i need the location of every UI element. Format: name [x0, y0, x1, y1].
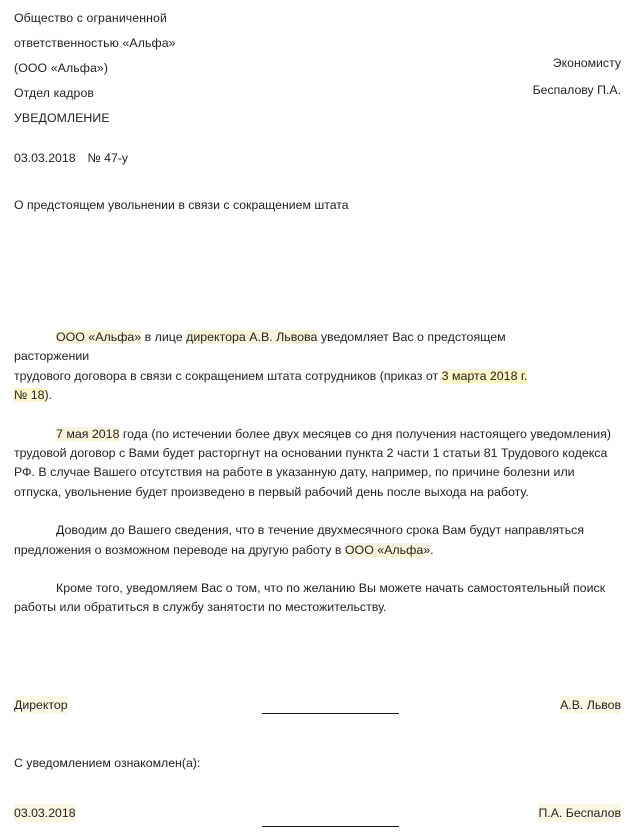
director-name: А.В. Львов — [560, 698, 621, 712]
paragraph-4 — [14, 579, 614, 618]
document-number: № 47-у — [87, 151, 129, 165]
addressee-block — [361, 50, 621, 104]
document-type-title: УВЕДОМЛЕНИЕ — [14, 111, 110, 125]
p2-text: года (по истечении более двух месяцев со дня получения настоящего уведомления) трудовой договор с Вами будет расторгнут на основании пункта 2 части 1 статьи 81 Трудового кодекса РФ. В случае Вашего отсутствия на работе в указанную дату, например, по причине болезни или отпуска, увольнение будет произведено в первый рабочий день после выхода на работу. — [14, 426, 611, 499]
director-signature-row — [14, 696, 621, 714]
p1-mid-1: в лице — [141, 330, 187, 344]
employee-name: П.А. Беспалов — [538, 806, 621, 820]
company-name-highlight: ООО «Альфа» — [344, 542, 431, 557]
document-date: 03.03.2018 — [14, 151, 76, 165]
document-body — [14, 328, 621, 618]
paragraph-3 — [14, 521, 594, 560]
letterhead-line-3: (ООО «Альфа») — [14, 61, 109, 75]
employee-signature-line — [262, 826, 399, 827]
director-highlight: директора А.В. Львова — [186, 330, 318, 344]
p1-mid-2: уведомляет Вас о предстоящем расторжении — [14, 330, 506, 364]
termination-date-highlight: 7 мая 2018 — [56, 426, 120, 441]
letterhead-line-2: ответственностью «Альфа» — [14, 36, 176, 50]
director-title: Директор — [14, 698, 68, 712]
acknowledgement-label: С уведомлением ознакомлен(а): — [14, 756, 201, 770]
employee-ack-date: 03.03.2018 — [14, 806, 76, 820]
letterhead — [14, 6, 394, 131]
document-meta — [14, 149, 128, 167]
p3-start: Доводим до Вашего сведения, что в течение двухмесячного срока Вам будут направляться предложения о возможном переводе на другую работу в — [14, 523, 585, 557]
acknowledgement-row — [14, 754, 621, 772]
company-name-highlight: ООО «Альфа» — [56, 330, 142, 344]
document-subject: О предстоящем увольнении в связи с сокращением штата — [14, 198, 349, 212]
p1-tail: ). — [44, 388, 53, 403]
letterhead-line-1: Общество с ограниченной — [14, 11, 167, 25]
employee-signature-row — [14, 804, 621, 822]
addressee-position: Экономисту — [552, 56, 621, 70]
addressee-name: Беспалову П.А. — [532, 83, 621, 97]
p3-tail: . — [430, 542, 434, 557]
letterhead-department: Отдел кадров — [14, 86, 95, 100]
paragraph-2 — [14, 425, 614, 503]
paragraph-1 — [14, 328, 544, 406]
director-signature-line — [262, 713, 399, 714]
p1-line2-start: трудового договора в связи с сокращением штата сотрудников (приказ от — [14, 368, 442, 383]
order-date-highlight: 3 марта 2018 г. № 18 — [14, 368, 528, 403]
p4-text: Кроме того, уведомляем Вас о том, что по желанию Вы можете начать самостоятельный поиск работы или обратиться в службу занятости по местожительству. — [14, 581, 606, 615]
